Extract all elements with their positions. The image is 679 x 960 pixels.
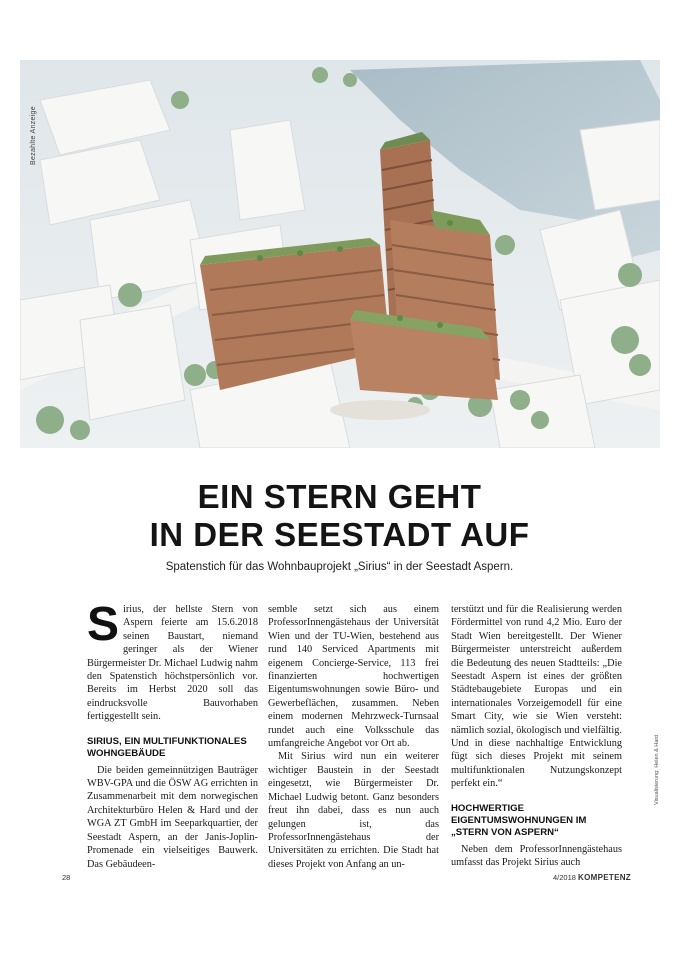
subheadline: Spatenstich für das Wohnbauprojekt „Sirius“ in der Seestadt Aspern. [165,561,514,573]
body-paragraph: semble setzt sich aus einem ProfessorInnengästehaus der Universität Wien und der TU-Wien, bestehend aus rund 140 Serviced Apartments mit eigenem Concierge-Service, 113 frei finanzierten hochwertigen Eigentumswohnungen sowie Büro- und Gewerbeflächen, zusammen. Neben einem modernen Mehrzweck-Turnsaal rundet auch eine Volksschule das umfangreiche Angebot vor Ort ab. [268,604,439,750]
intro-paragraph [87,598,258,724]
body-paragraph: terstützt und für die Realisierung werden Fördermittel von rund 4,2 Mio. Euro der Stadt Wien bereitgestellt. Der Wiener Bürgermeister unterstreicht außerdem die Bedeutung des neuen Stadtteils: „Die Seestadt Aspern ist eines der größten Städtebaugebiete Europas und ein internationales Vorzeigemodell für eine Smart City, wie sie Wien versteht: nämlich sozial, ökologisch und vielfältig. Und in diese nachhaltige Entwicklung fügt sich dieses Projekt mit seinem multifunktionalen Nutzungskonzept perfekt ein.“ [451,604,622,790]
section-heading-eigentum: HOCHWERTIGE EIGENTUMSWOHNUNGEN IM „STERN VON ASPERN“ [451,802,587,838]
headline [0,478,679,554]
intro-text: irius, der hellste Stern von Aspern feierte am 15.6.2018 seinen Baustart, niemand geringer als der Wiener Bürgermeister Dr. Michael Ludwig nahm den Spatenstich höchstpersönlich vor. Bereits im Herbst 2020 soll das eindrucksvolle Bauvorhaben fertiggestellt sein. [87,604,258,723]
building-rendering [20,60,660,448]
article-column-3 [451,603,622,870]
article-column-2 [268,603,439,871]
drop-cap: S [87,598,120,651]
headline-line-2: IN DER SEESTADT AUF [149,516,530,553]
page-number: 28 [62,873,71,882]
article-column-1 [87,598,258,871]
headline-line-1: EIN STERN GEHT [197,478,482,515]
paid-ad-label: Bezahlte Anzeige [30,106,37,165]
hero-image [20,60,660,448]
magazine-brand: KOMPETENZ [578,873,631,882]
image-credit: Visualisierung: Helen & Hard [654,734,660,805]
issue-number: 4/2018 [553,873,576,882]
section-heading-sirius: SIRIUS, EIN MULTIFUNKTIONALES WOHNGEBÄUDE [87,735,247,759]
issue-info [553,873,631,882]
body-paragraph: Mit Sirius wird nun ein weiterer wichtiger Baustein in der Seestadt eingesetzt, wie Bürgermeister Dr. Michael Ludwig betont. Ganz besonders freut ihn dabei, dass es nun auch gelungen ist, das ProfessorInnengästehaus der Universitäten zu errichten. Die Stadt hat dieses Projekt von Anfang an un- [268,751,439,870]
body-paragraph: Die beiden gemeinnützigen Bauträger WBV-GPA und die ÖSW AG errichten in Zusammenarbeit mit dem norwegischen Architekturbüro Helen & Hard und der WGA ZT GmbH im Seeparkquartier, der Seestadt Aspern, an der Janis-Joplin-Promenade ein vielseitiges Bauwerk. Das Gebäudeen- [87,764,258,870]
body-paragraph: Neben dem ProfessorInnengästehaus umfasst das Projekt Sirius auch [451,843,622,869]
